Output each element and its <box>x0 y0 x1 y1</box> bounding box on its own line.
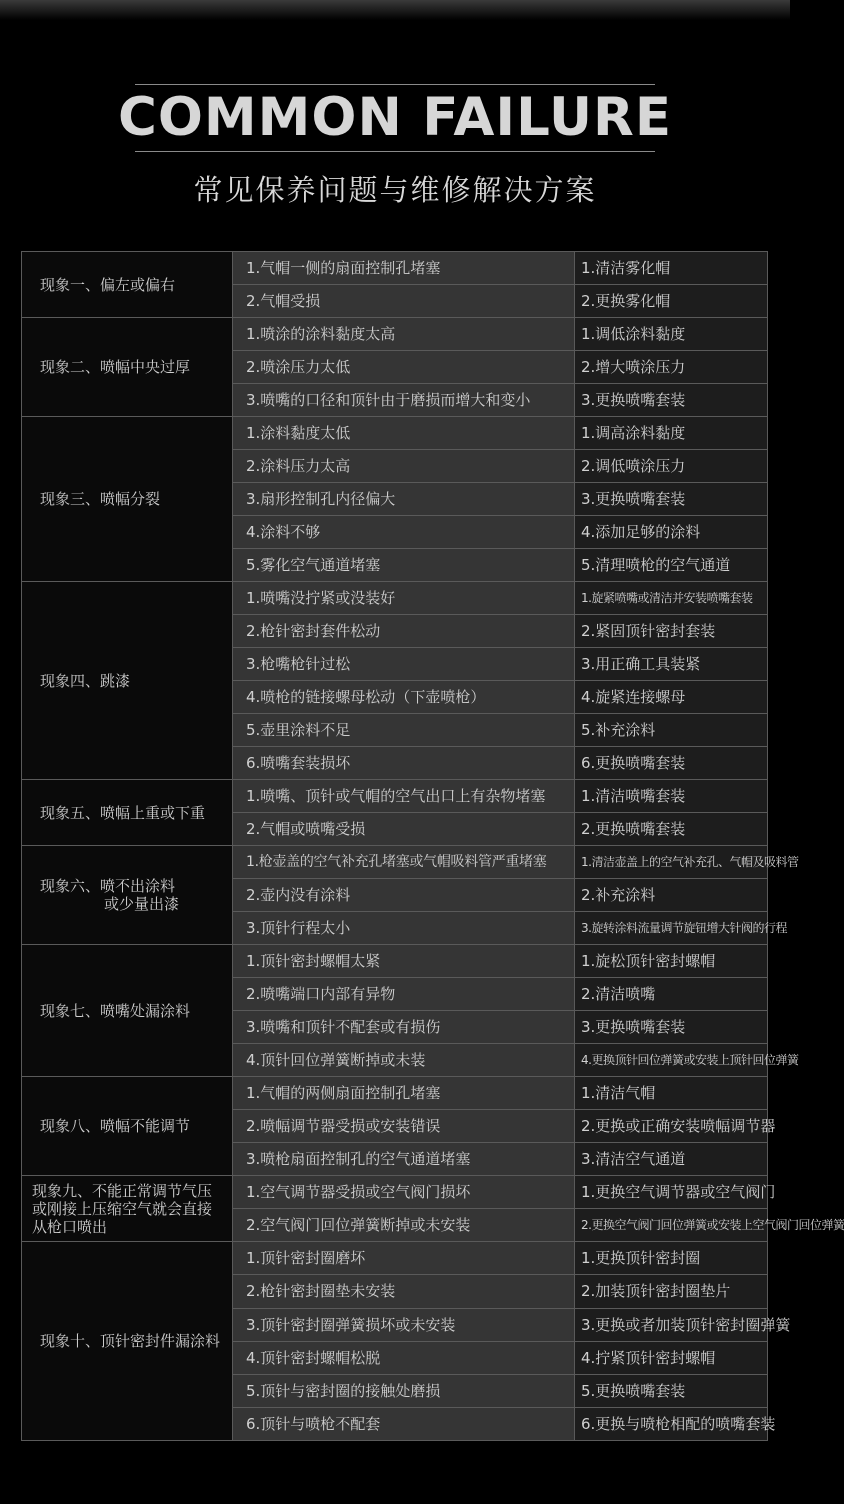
table-row <box>22 945 768 978</box>
table-row <box>22 252 768 285</box>
symptom-cell <box>22 1242 233 1440</box>
failure-table-container <box>21 251 844 1440</box>
cause-cell: 2.喷涂压力太低 <box>233 351 575 384</box>
solution-cell: 1.旋松顶针密封螺帽 <box>575 945 768 978</box>
table-row <box>22 1242 768 1275</box>
symptom-label: 现象九、不能正常调节气压 <box>32 1181 213 1200</box>
cause-cell: 5.壶里涂料不足 <box>233 714 575 747</box>
cause-cell: 2.壶内没有涂料 <box>233 879 575 912</box>
header-divider-top <box>135 84 655 85</box>
solution-cell: 1.旋紧喷嘴或清洁并安装喷嘴套装 <box>575 582 768 615</box>
solution-cell: 3.更换喷嘴套装 <box>575 384 768 417</box>
symptom-label: 现象五、喷幅上重或下重 <box>40 803 206 822</box>
solution-cell: 3.更换喷嘴套装 <box>575 483 768 516</box>
solution-cell: 2.更换空气阀门回位弹簧或安装上空气阀门回位弹簧 <box>575 1209 768 1242</box>
table-row <box>22 318 768 351</box>
cause-cell: 2.枪针密封圈垫未安装 <box>233 1275 575 1308</box>
solution-cell: 1.清洁雾化帽 <box>575 252 768 285</box>
cause-cell: 1.喷涂的涂料黏度太高 <box>233 318 575 351</box>
header-divider-bottom <box>135 151 655 152</box>
symptom-label: 或刚接上压缩空气就会直接 <box>32 1199 213 1218</box>
cause-cell: 3.喷枪扇面控制孔的空气通道堵塞 <box>233 1143 575 1176</box>
solution-cell: 3.更换或者加装顶针密封圈弹簧 <box>575 1308 768 1341</box>
cause-cell: 2.涂料压力太高 <box>233 450 575 483</box>
solution-cell: 4.拧紧顶针密封螺帽 <box>575 1341 768 1374</box>
cause-cell: 6.顶针与喷枪不配套 <box>233 1407 575 1440</box>
solution-cell: 3.清洁空气通道 <box>575 1143 768 1176</box>
solution-cell: 2.更换雾化帽 <box>575 285 768 318</box>
symptom-cell <box>22 846 233 945</box>
cause-cell: 4.顶针回位弹簧断掉或未装 <box>233 1044 575 1077</box>
solution-cell: 2.更换喷嘴套装 <box>575 813 768 846</box>
solution-cell: 3.旋转涂料流量调节旋钮增大针阀的行程 <box>575 912 768 945</box>
solution-cell: 4.更换顶针回位弹簧或安装上顶针回位弹簧 <box>575 1044 768 1077</box>
failure-table-body <box>22 252 844 1441</box>
table-row <box>22 780 768 813</box>
symptom-label: 现象三、喷幅分裂 <box>40 490 161 509</box>
solution-cell: 2.加装顶针密封圈垫片 <box>575 1275 768 1308</box>
cause-cell: 4.顶针密封螺帽松脱 <box>233 1341 575 1374</box>
symptom-cell <box>22 1077 233 1176</box>
cause-cell: 3.扇形控制孔内径偏大 <box>233 483 575 516</box>
solution-cell: 1.更换空气调节器或空气阀门 <box>575 1176 768 1209</box>
cause-cell: 5.顶针与密封圈的接触处磨损 <box>233 1374 575 1407</box>
solution-cell: 2.更换或正确安装喷幅调节器 <box>575 1110 768 1143</box>
solution-cell: 2.增大喷涂压力 <box>575 351 768 384</box>
symptom-cell <box>22 252 233 318</box>
symptom-label: 或少量出漆 <box>104 895 180 914</box>
solution-cell: 4.旋紧连接螺母 <box>575 681 768 714</box>
cause-cell: 1.顶针密封螺帽太紧 <box>233 945 575 978</box>
solution-cell: 2.清洁喷嘴 <box>575 978 768 1011</box>
cause-cell: 1.气帽的两侧扇面控制孔堵塞 <box>233 1077 575 1110</box>
symptom-label: 现象六、喷不出涂料 <box>40 877 176 896</box>
solution-cell: 3.用正确工具装紧 <box>575 648 768 681</box>
cause-cell: 3.枪嘴枪针过松 <box>233 648 575 681</box>
cause-cell: 3.喷嘴的口径和顶针由于磨损而增大和变小 <box>233 384 575 417</box>
symptom-label: 现象十、顶针密封件漏涂料 <box>40 1332 221 1351</box>
table-row <box>22 1077 768 1110</box>
solution-cell: 5.清理喷枪的空气通道 <box>575 549 768 582</box>
table-row <box>22 846 768 879</box>
symptom-label: 现象二、喷幅中央过厚 <box>40 358 191 377</box>
solution-cell: 1.调高涂料黏度 <box>575 417 768 450</box>
solution-cell: 6.更换喷嘴套装 <box>575 747 768 780</box>
page-subtitle: 常见保养问题与维修解决方案 <box>193 173 597 207</box>
cause-cell: 2.空气阀门回位弹簧断掉或未安装 <box>233 1209 575 1242</box>
solution-cell: 3.更换喷嘴套装 <box>575 1011 768 1044</box>
symptom-label: 从枪口喷出 <box>32 1217 108 1236</box>
solution-cell: 1.清洁喷嘴套装 <box>575 780 768 813</box>
cause-cell: 1.气帽一侧的扇面控制孔堵塞 <box>233 252 575 285</box>
solution-cell: 1.更换顶针密封圈 <box>575 1242 768 1275</box>
cause-cell: 1.喷嘴、顶针或气帽的空气出口上有杂物堵塞 <box>233 780 575 813</box>
cause-cell: 1.涂料黏度太低 <box>233 417 575 450</box>
cause-cell: 6.喷嘴套装损坏 <box>233 747 575 780</box>
symptom-cell <box>22 945 233 1077</box>
cause-cell: 2.喷嘴端口内部有异物 <box>233 978 575 1011</box>
solution-cell: 2.紧固顶针密封套装 <box>575 615 768 648</box>
symptom-label: 现象一、偏左或偏右 <box>40 275 176 294</box>
cause-cell: 2.喷幅调节器受损或安装错误 <box>233 1110 575 1143</box>
symptom-cell <box>22 318 233 417</box>
cause-cell: 1.空气调节器受损或空气阀门损坏 <box>233 1176 575 1209</box>
table-row <box>22 417 768 450</box>
symptom-cell <box>22 417 233 582</box>
symptom-cell <box>22 582 233 780</box>
cause-cell: 2.枪针密封套件松动 <box>233 615 575 648</box>
solution-cell: 5.更换喷嘴套装 <box>575 1374 768 1407</box>
solution-cell: 1.调低涂料黏度 <box>575 318 768 351</box>
page-title: COMMON FAILURE <box>117 87 673 148</box>
cause-cell: 3.喷嘴和顶针不配套或有损伤 <box>233 1011 575 1044</box>
solution-cell: 1.清洁气帽 <box>575 1077 768 1110</box>
solution-cell: 2.补充涂料 <box>575 879 768 912</box>
solution-cell: 6.更换与喷枪相配的喷嘴套装 <box>575 1407 768 1440</box>
symptom-label: 现象七、喷嘴处漏涂料 <box>40 1001 191 1020</box>
cause-cell: 4.涂料不够 <box>233 516 575 549</box>
cause-cell: 2.气帽受损 <box>233 285 575 318</box>
cause-cell: 3.顶针行程太小 <box>233 912 575 945</box>
symptom-cell <box>22 780 233 846</box>
table-row <box>22 582 768 615</box>
solution-cell: 5.补充涂料 <box>575 714 768 747</box>
cause-cell: 4.喷枪的链接螺母松动（下壶喷枪） <box>233 681 575 714</box>
solution-cell: 2.调低喷涂压力 <box>575 450 768 483</box>
cause-cell: 3.顶针密封圈弹簧损坏或未安装 <box>233 1308 575 1341</box>
cause-cell: 1.喷嘴没拧紧或没装好 <box>233 582 575 615</box>
solution-cell: 1.清洁壶盖上的空气补充孔、气帽及吸料管 <box>575 846 768 879</box>
cause-cell: 1.枪壶盖的空气补充孔堵塞或气帽吸料管严重堵塞 <box>233 846 575 879</box>
cause-cell: 1.顶针密封圈磨坏 <box>233 1242 575 1275</box>
cause-cell: 5.雾化空气通道堵塞 <box>233 549 575 582</box>
symptom-label: 现象八、喷幅不能调节 <box>40 1117 191 1136</box>
solution-cell: 4.添加足够的涂料 <box>575 516 768 549</box>
top-gradient-bar <box>0 0 790 20</box>
symptom-label: 现象四、跳漆 <box>40 671 131 690</box>
table-row <box>22 1176 768 1209</box>
symptom-cell <box>22 1176 233 1242</box>
failure-table <box>21 251 844 1441</box>
cause-cell: 2.气帽或喷嘴受损 <box>233 813 575 846</box>
